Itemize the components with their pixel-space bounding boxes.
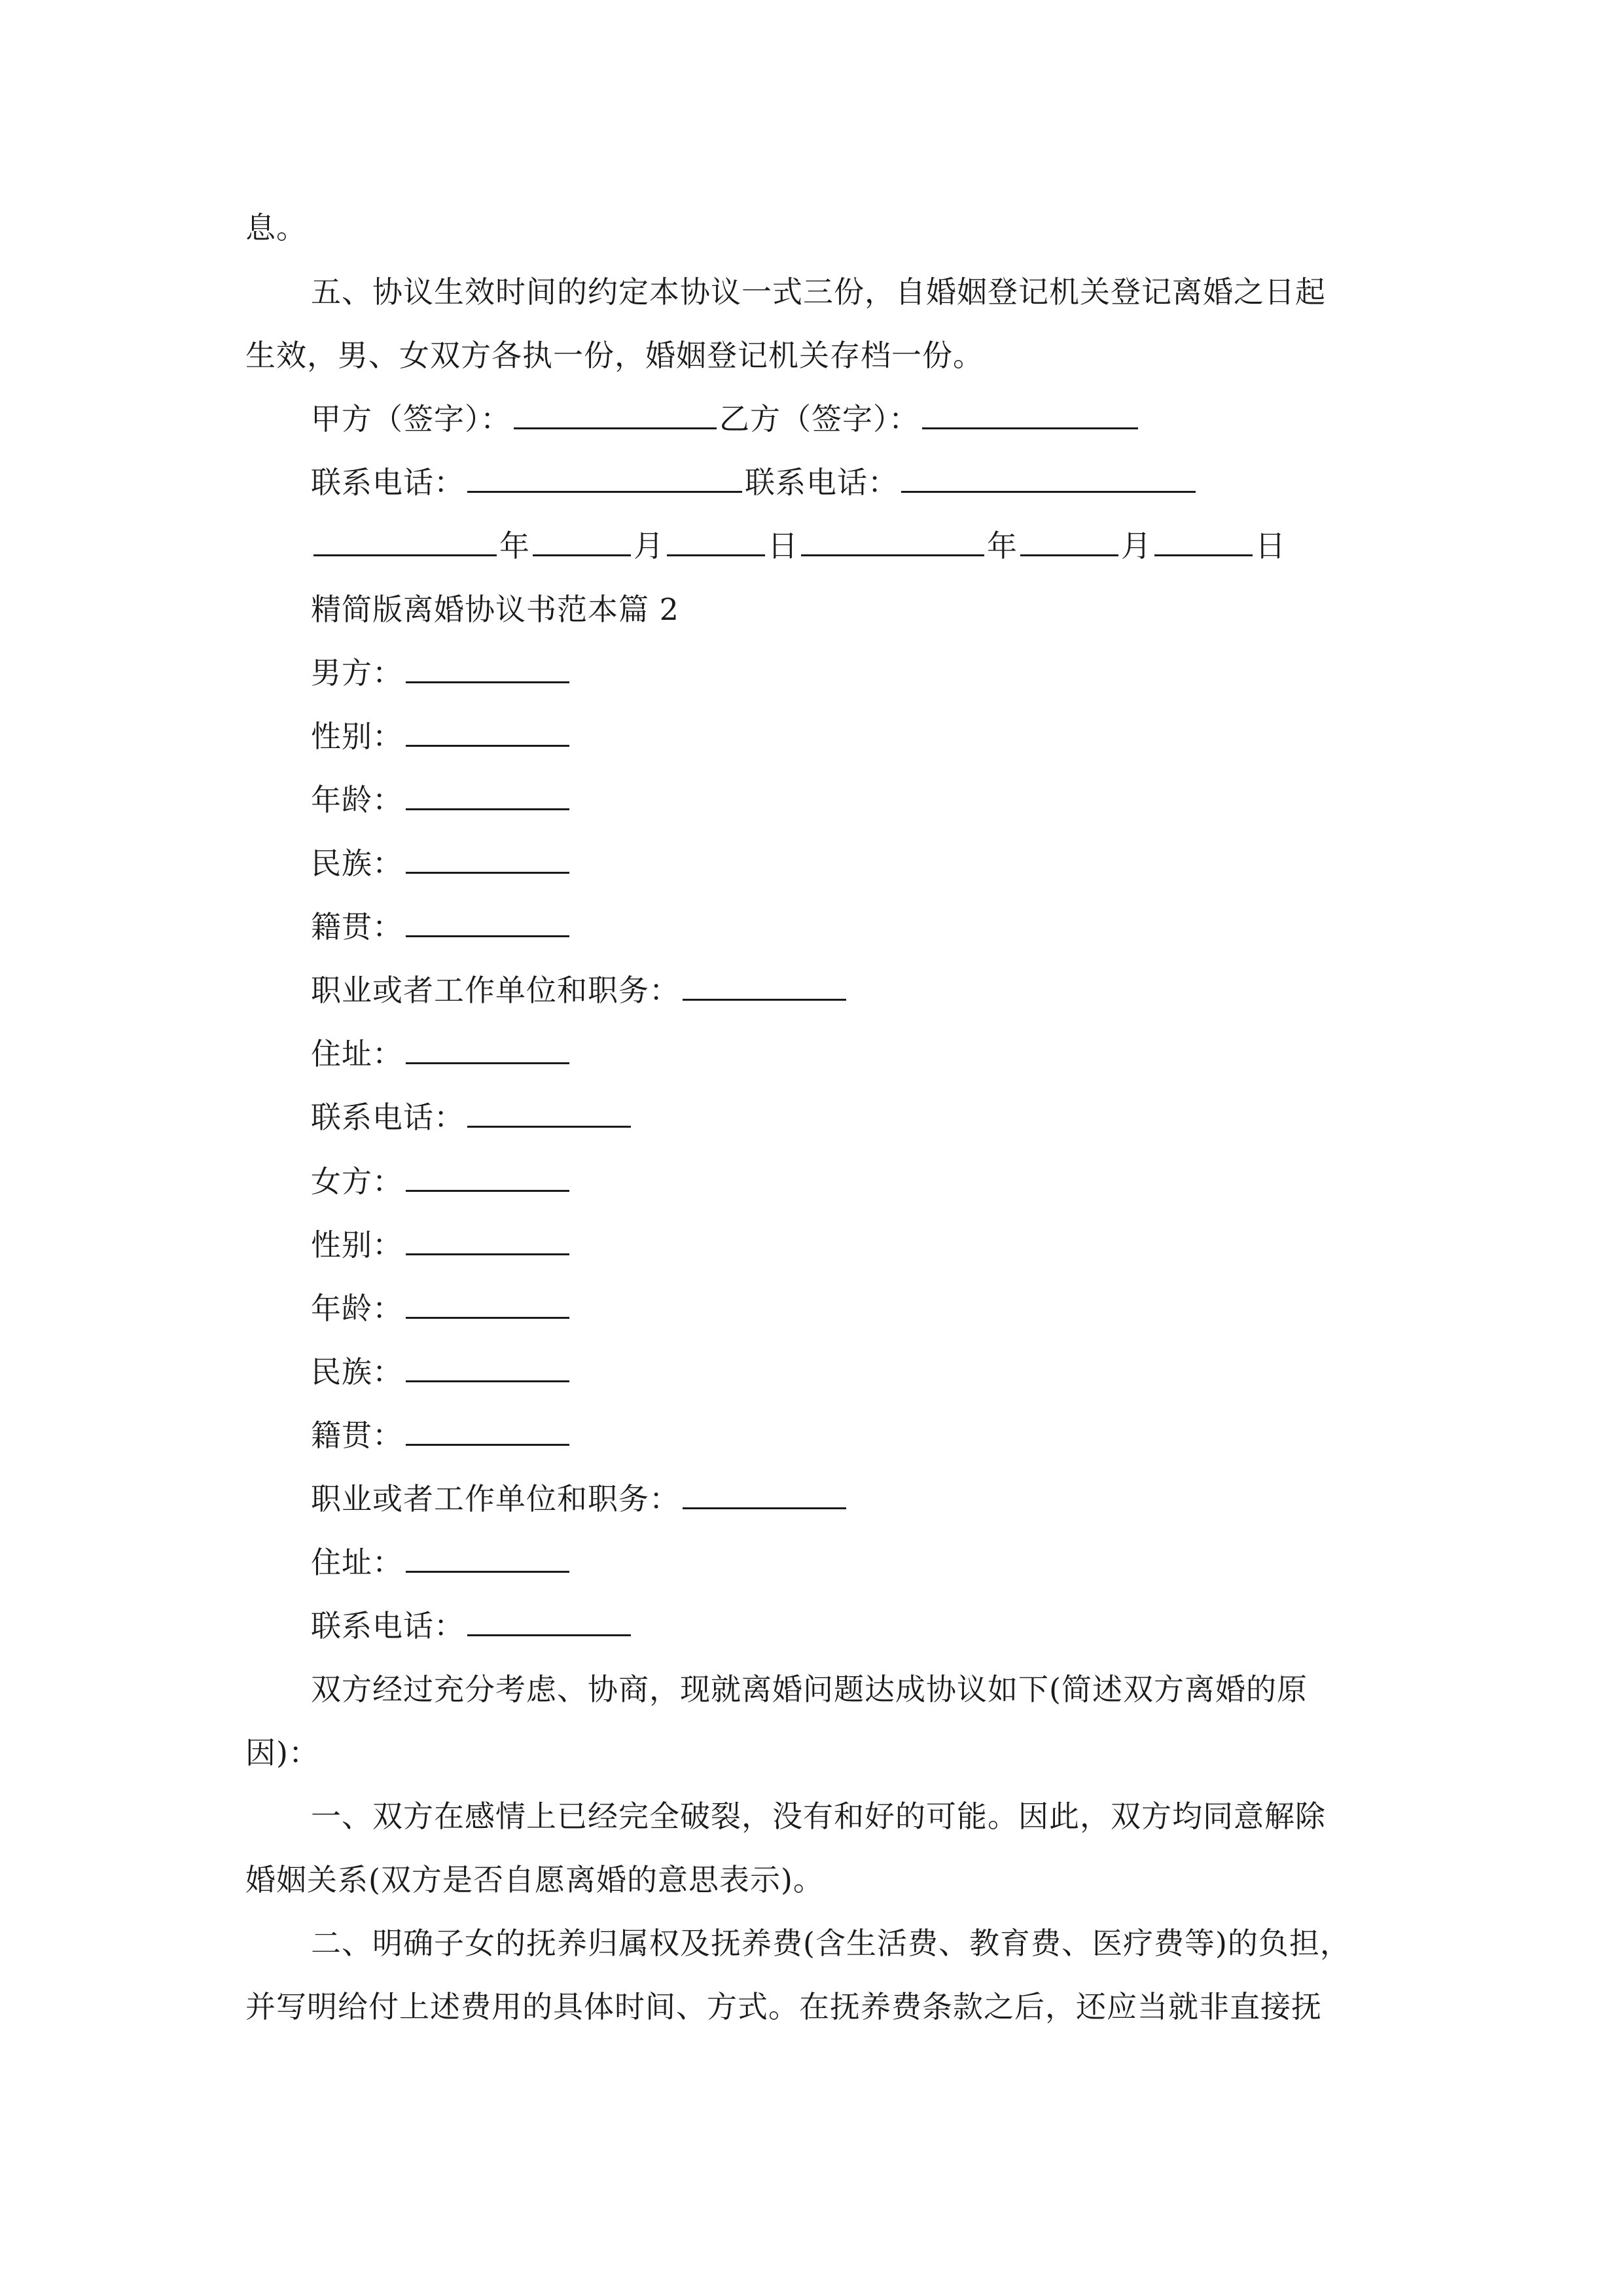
text: 因)：: [245, 1735, 319, 1770]
section-title: [311, 590, 679, 629]
female-ethnicity-blank[interactable]: [406, 1354, 569, 1382]
party-a-sign-blank[interactable]: [514, 401, 717, 429]
text: 生效，男、女双方各执一份，婚姻登记机关存档一份。: [245, 338, 984, 373]
male-name-blank[interactable]: [406, 655, 569, 683]
text: 并写明给付上述费用的具体时间、方式。在抚养费条款之后，还应当就非直接抚: [245, 1989, 1322, 2024]
female-gender-row: [311, 1225, 572, 1265]
month-label: 月: [633, 528, 664, 564]
date-b-day-blank[interactable]: [1154, 528, 1253, 556]
male-ethnicity-blank[interactable]: [406, 846, 569, 874]
field-label: 女方：: [311, 1164, 403, 1199]
male-address-row: [311, 1034, 572, 1073]
field-label: 男方：: [311, 655, 403, 691]
female-phone-row: [311, 1606, 633, 1645]
female-origin-blank[interactable]: [406, 1418, 569, 1446]
male-gender-row: [311, 717, 572, 756]
female-gender-blank[interactable]: [406, 1227, 569, 1255]
year-label: 年: [987, 528, 1018, 564]
female-job-row: [311, 1479, 849, 1518]
female-address-blank[interactable]: [406, 1545, 569, 1573]
male-origin-blank[interactable]: [406, 909, 569, 937]
year-label: 年: [499, 528, 530, 564]
female-job-blank[interactable]: [683, 1481, 846, 1509]
field-label: 年龄：: [311, 1291, 403, 1326]
month-label: 月: [1121, 528, 1152, 564]
party-b-sign-blank[interactable]: [922, 401, 1138, 429]
section5-line1: [311, 272, 1326, 312]
male-address-blank[interactable]: [406, 1036, 569, 1064]
male-age-row: [311, 780, 572, 819]
signature-line: [311, 399, 1141, 439]
field-label: 职业或者工作单位和职务：: [311, 973, 680, 1008]
male-name-row: [311, 653, 572, 692]
text: 五、协议生效时间的约定本协议一式三份，自婚姻登记机关登记离婚之日起: [311, 274, 1326, 310]
party-a-phone-blank[interactable]: [467, 465, 742, 493]
male-origin-row: [311, 907, 572, 946]
agreement-intro-line2: [245, 1733, 319, 1772]
text: 双方经过充分考虑、协商，现就离婚问题达成协议如下(简述双方离婚的原: [311, 1672, 1308, 1707]
female-name-blank[interactable]: [406, 1164, 569, 1192]
field-label: 职业或者工作单位和职务：: [311, 1481, 680, 1516]
date-a-year-blank[interactable]: [313, 528, 497, 556]
male-phone-blank[interactable]: [467, 1100, 631, 1128]
item1-line1: [311, 1797, 1326, 1836]
paragraph-tail: [245, 208, 307, 247]
agreement-intro-line1: [311, 1670, 1308, 1709]
field-label: 民族：: [311, 846, 403, 881]
field-label: 性别：: [311, 719, 403, 754]
male-job-blank[interactable]: [683, 973, 846, 1001]
field-label: 籍贯：: [311, 1418, 403, 1453]
field-label: 联系电话：: [311, 1100, 465, 1135]
female-ethnicity-row: [311, 1352, 572, 1391]
date-b-month-blank[interactable]: [1020, 528, 1118, 556]
text: 息。: [245, 210, 307, 245]
male-job-row: [311, 971, 849, 1010]
day-label: 日: [768, 528, 798, 564]
date-b-year-blank[interactable]: [801, 528, 984, 556]
female-phone-blank[interactable]: [467, 1608, 631, 1636]
item2-line2: [245, 1987, 1322, 2026]
field-label: 民族：: [311, 1354, 403, 1390]
female-age-blank[interactable]: [406, 1291, 569, 1319]
section5-line2: [245, 336, 984, 375]
party-b-sign-label: 乙方（签字）：: [719, 401, 919, 437]
male-ethnicity-row: [311, 844, 572, 883]
text: 一、双方在感情上已经完全破裂，没有和好的可能。因此，双方均同意解除: [311, 1799, 1326, 1834]
day-label: 日: [1255, 528, 1286, 564]
item1-line2: [245, 1860, 824, 1899]
field-label: 性别：: [311, 1227, 403, 1263]
female-origin-row: [311, 1416, 572, 1455]
field-label: 年龄：: [311, 782, 403, 817]
text: 婚姻关系(双方是否自愿离婚的意思表示)。: [245, 1862, 824, 1897]
text: 二、明确子女的抚养归属权及抚养费(含生活费、教育费、医疗费等)的负担，: [311, 1926, 1351, 1961]
phone-line: [311, 463, 1198, 502]
female-age-row: [311, 1289, 572, 1328]
female-address-row: [311, 1543, 572, 1582]
male-age-blank[interactable]: [406, 782, 569, 810]
field-label: 联系电话：: [311, 1608, 465, 1643]
field-label: 籍贯：: [311, 909, 403, 944]
party-b-phone-label: 联系电话：: [745, 465, 899, 500]
date-line: [311, 526, 1286, 565]
female-name-row: [311, 1162, 572, 1201]
party-b-phone-blank[interactable]: [901, 465, 1196, 493]
party-a-phone-label: 联系电话：: [311, 465, 465, 500]
field-label: 住址：: [311, 1036, 403, 1071]
male-gender-blank[interactable]: [406, 719, 569, 747]
male-phone-row: [311, 1098, 633, 1137]
title-text: 精简版离婚协议书范本篇 2: [311, 592, 679, 627]
date-a-month-blank[interactable]: [533, 528, 631, 556]
date-a-day-blank[interactable]: [667, 528, 765, 556]
field-label: 住址：: [311, 1545, 403, 1580]
item2-line1: [311, 1924, 1351, 1963]
party-a-sign-label: 甲方（签字）：: [311, 401, 511, 437]
